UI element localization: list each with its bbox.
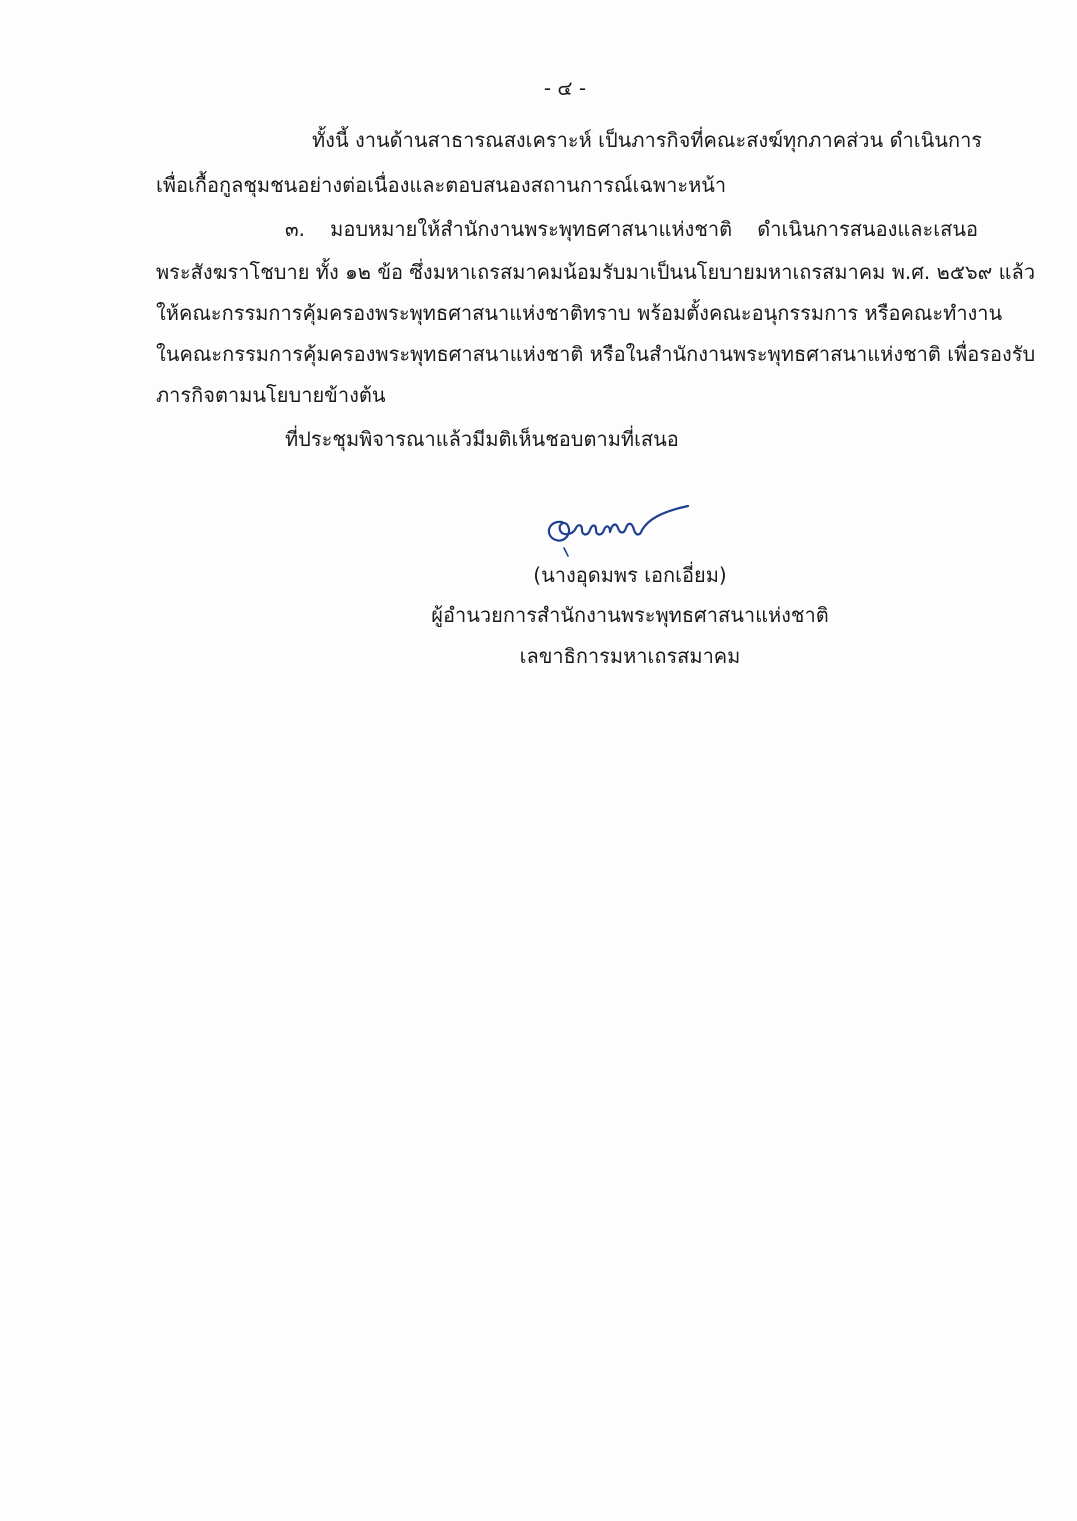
paragraph-line-2: เพื่อเกื้อกูลชุมชนอย่างต่อเนื่องและตอบสนองสถานการณ์เฉพาะหน้า (156, 173, 727, 197)
paragraph-line-5: ให้คณะกรรมการคุ้มครองพระพุทธศาสนาแห่งชาติทราบ พร้อมตั้งคณะอนุกรรมการ หรือคณะทำงาน (156, 301, 1003, 325)
page-number: - ๔ - (543, 76, 587, 100)
signatory-name: (นางอุดมพร เอกเอี่ยม) (533, 563, 727, 587)
paragraph-line-4: พระสังฆราโชบาย ทั้ง ๑๒ ข้อ ซึ่งมหาเถรสมาคมน้อมรับมาเป็นนโยบายมหาเถรสมาคม พ.ศ. ๒๕๖๙ แล้ว (156, 260, 1036, 284)
paragraph-line-3: ๓. มอบหมายให้สำนักงานพระพุทธศาสนาแห่งชาติ ดำเนินการสนองและเสนอ (285, 217, 978, 241)
paragraph-line-6: ในคณะกรรมการคุ้มครองพระพุทธศาสนาแห่งชาติ หรือในสำนักงานพระพุทธศาสนาแห่งชาติ เพื่อรองรับ (156, 342, 1036, 366)
resolution-line: ที่ประชุมพิจารณาแล้วมีมติเห็นชอบตามที่เสนอ (285, 427, 679, 451)
handwritten-signature (542, 500, 692, 560)
paragraph-line-7: ภารกิจตามนโยบายข้างต้น (156, 383, 386, 407)
signatory-role: เลขาธิการมหาเถรสมาคม (519, 644, 741, 668)
paragraph-line-1: ทั้งนี้ งานด้านสาธารณสงเคราะห์ เป็นภารกิจที่คณะสงฆ์ทุกภาคส่วน ดำเนินการ (312, 128, 983, 152)
signatory-position: ผู้อำนวยการสำนักงานพระพุทธศาสนาแห่งชาติ (431, 603, 829, 627)
